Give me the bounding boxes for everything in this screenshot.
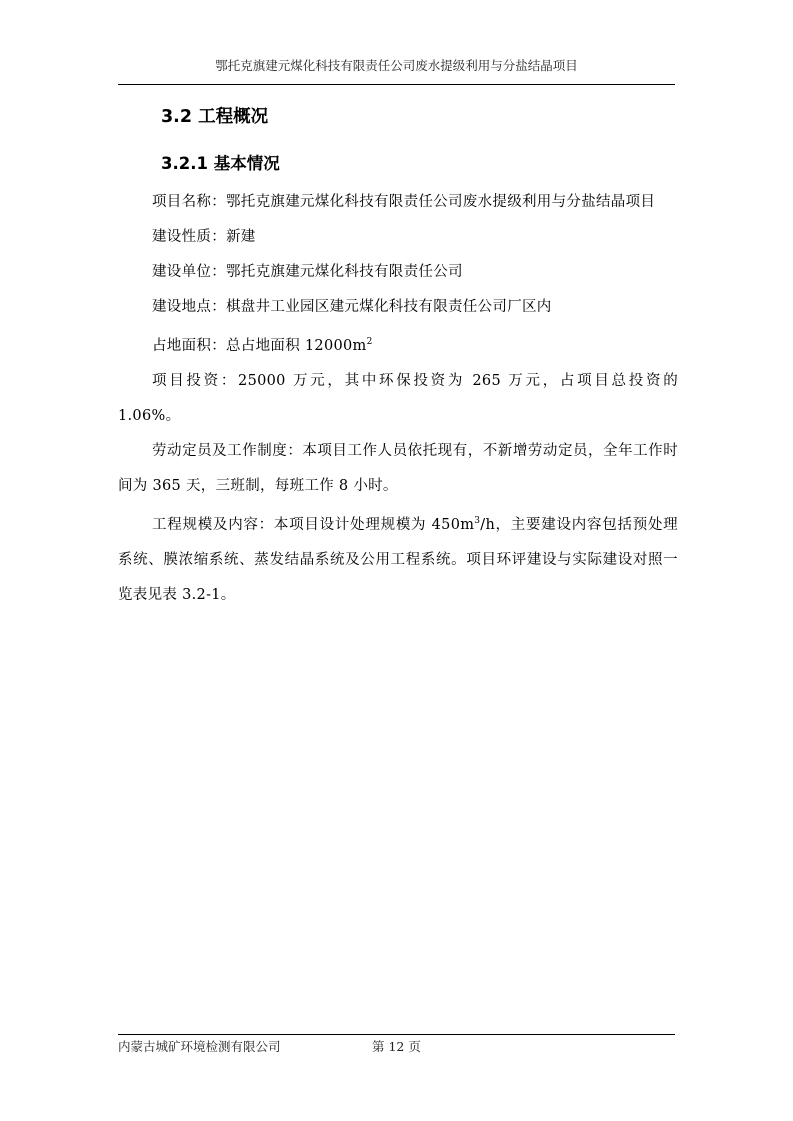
area-text: 占地面积：总占地面积 12000m: [152, 337, 367, 354]
header-title: 鄂托克旗建元煤化科技有限责任公司废水提级利用与分盐结晶项目: [215, 58, 578, 73]
unit-paragraph: 建设单位：鄂托克旗建元煤化科技有限责任公司: [152, 264, 463, 280]
footer-page-number: 第 12 页: [372, 1039, 421, 1054]
staffing-paragraph: 劳动定员及工作制度：本项目工作人员依托现有，不新增劳动定员，全年工作时间为 365 天，三班制，每班工作 8 小时。: [118, 442, 678, 494]
project-name-paragraph: 项目名称：鄂托克旗建元煤化科技有限责任公司废水提级利用与分盐结晶项目: [152, 194, 656, 210]
scale-text-1: 工程规模及内容：本项目设计处理规模为 450m: [152, 516, 475, 533]
area-paragraph: [118, 325, 678, 364]
subsection-heading: 3.2.1 基本情况: [161, 154, 280, 173]
page-footer: [118, 1034, 675, 1054]
page-header: [118, 56, 675, 85]
footer-company: 内蒙古城矿环境检测有限公司: [118, 1039, 281, 1054]
area-superscript: 2: [366, 337, 373, 347]
investment-paragraph: 项目投资：25000 万元，其中环保投资为 265 万元，占项目总投资的 1.06%。: [118, 372, 678, 424]
section-heading: 3.2 工程概况: [161, 107, 269, 127]
scale-text-2: /h，主要建设内容包括预处理系统、膜浓缩系统、蒸发结晶系统及公用工程系统。项目环评建设与实际建设对照一览表见表 3.2-1。: [118, 516, 678, 603]
location-paragraph: 建设地点：棋盘井工业园区建元煤化科技有限责任公司厂区内: [152, 299, 552, 315]
nature-paragraph: 建设性质：新建: [152, 229, 256, 245]
scale-paragraph: [118, 504, 678, 613]
scale-superscript: 3: [474, 515, 481, 526]
body-text: [118, 185, 678, 613]
